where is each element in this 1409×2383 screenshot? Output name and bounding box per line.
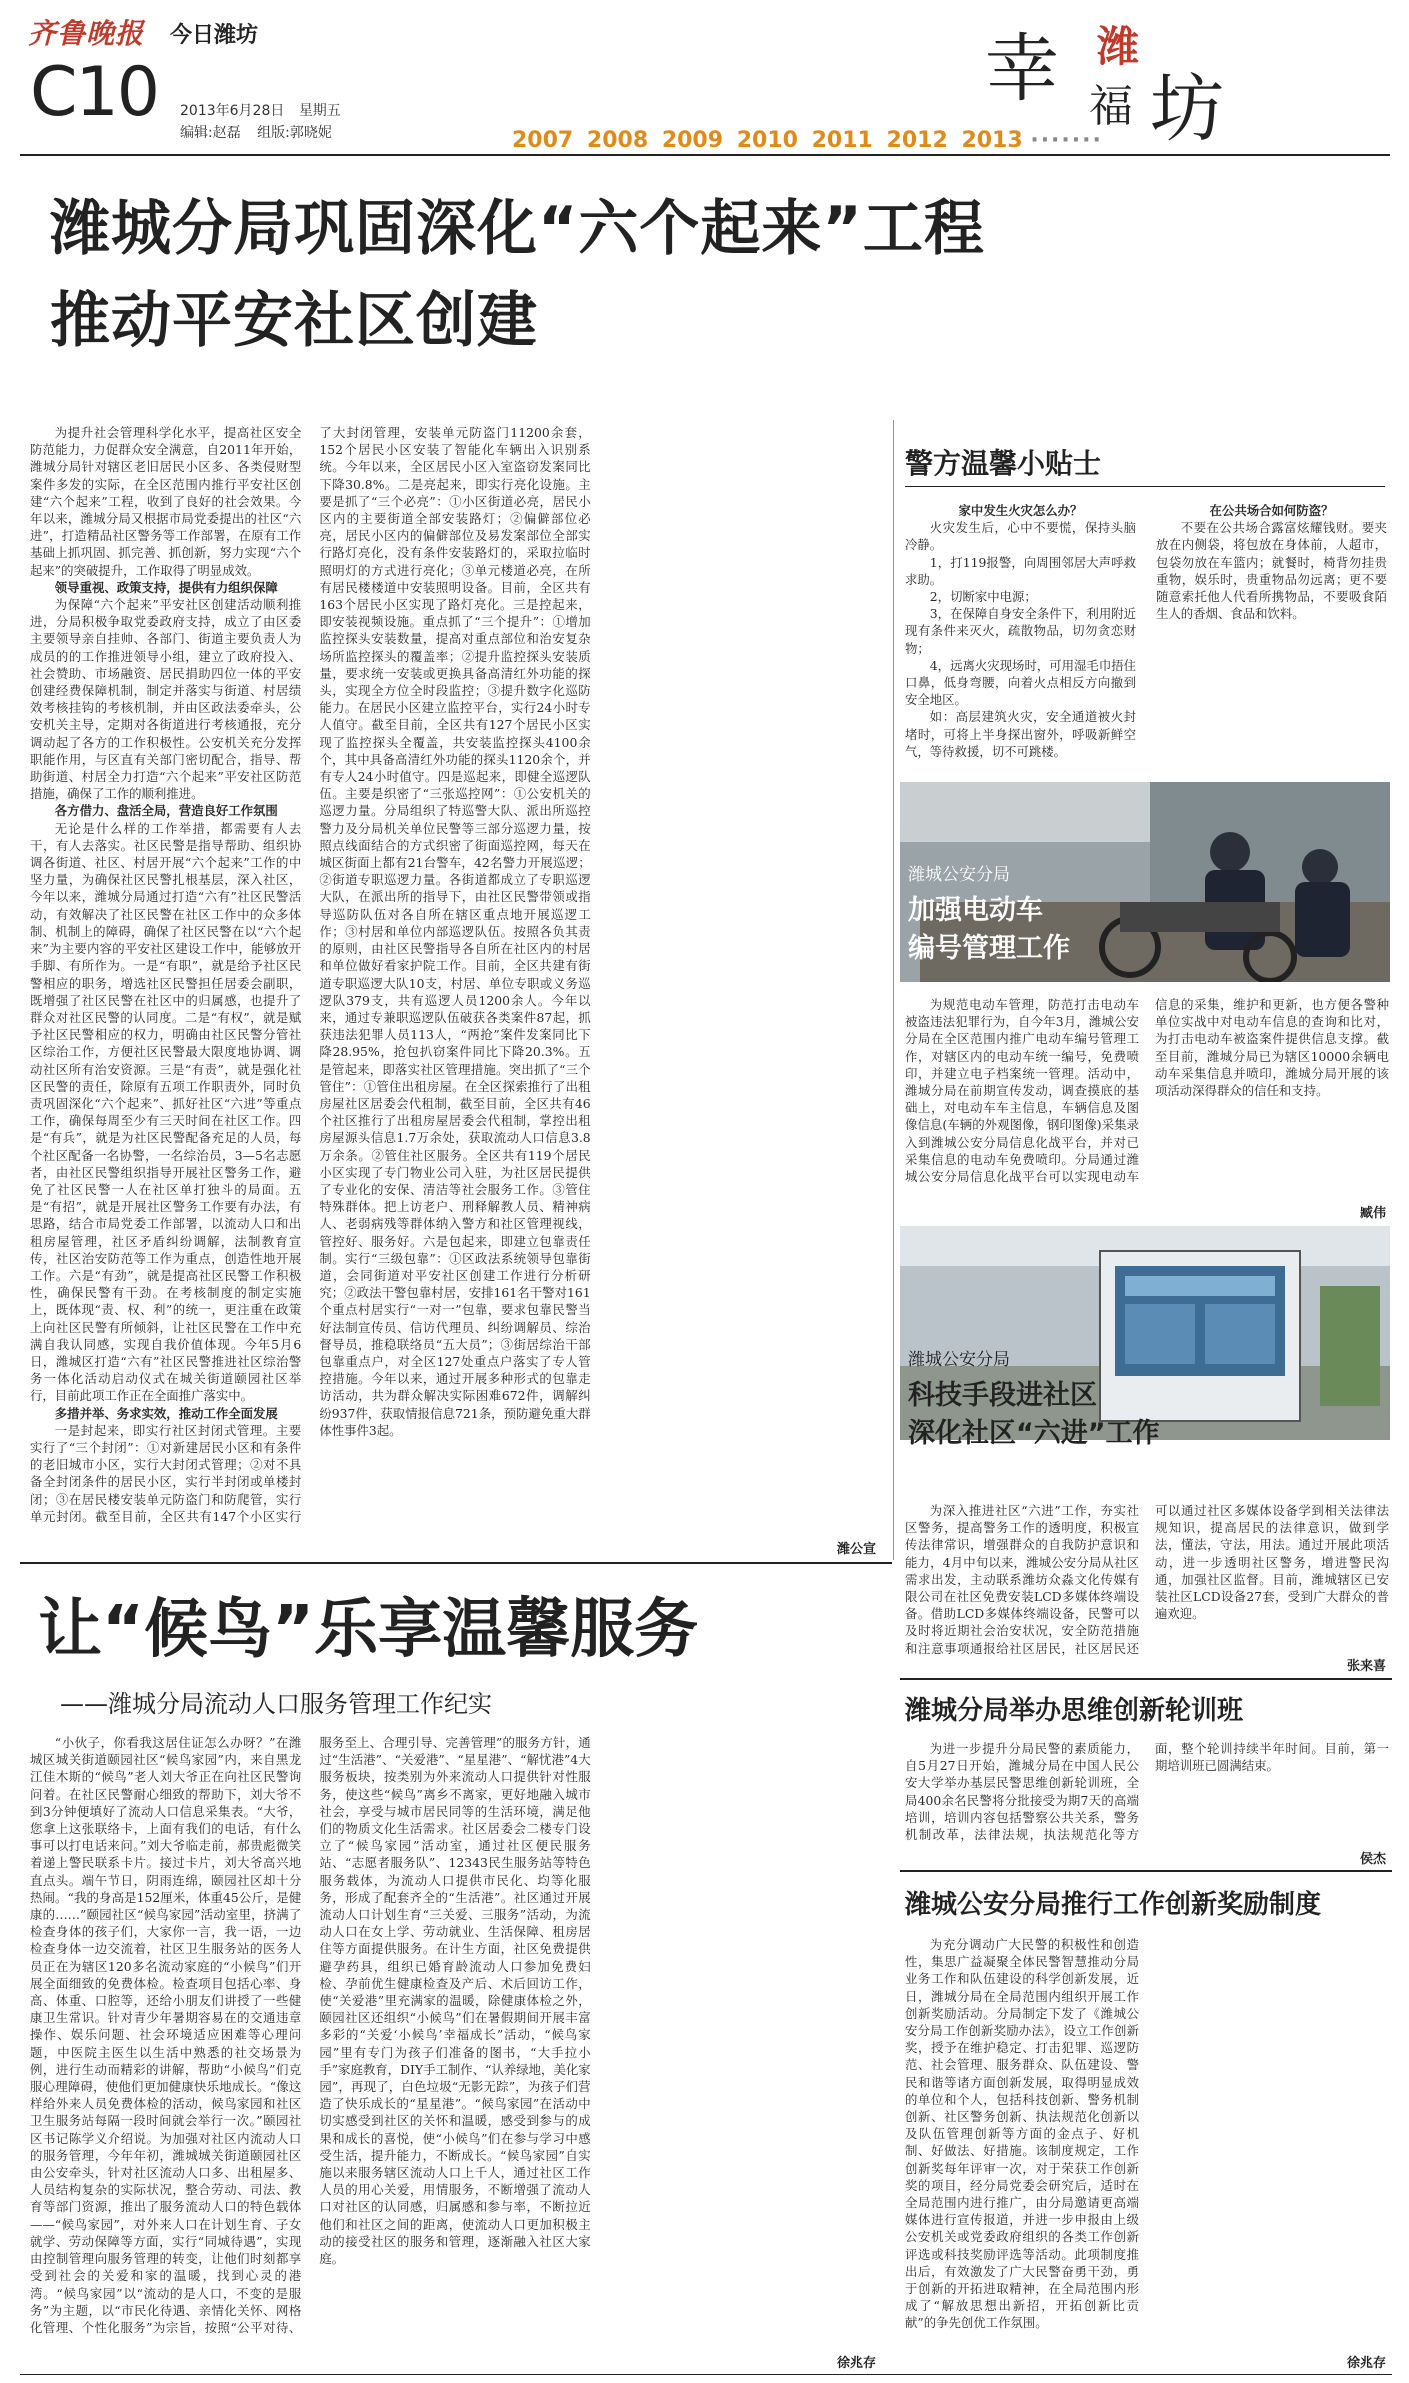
brand-char-city: 潍 <box>1097 22 1140 71</box>
tips-question-2: 在公共场合如何防盗？ <box>1209 503 1334 518</box>
masthead <box>0 0 1409 160</box>
ebike-body <box>905 996 1389 1200</box>
year-2011: 2011 <box>811 128 873 153</box>
article1-para-2: 为保障“六个起来”平安社区创建活动顺利推进，分局积极争取党委政府支持，成立了由区委主要领导亲自挂帅、各部门、街道主要负责人为成员的的工作推进领导小组，建立了政府投入、社会赞助、市场融资、居民捐助四位一体的平安创建经费保障机制，制定并落实与街道、村居绩效考核挂钩的考核机制，并由区政法委牵头，公安机关主导，定期对各街道进行考核通报，充分调动起了各方的工作积极性。公安机关充分发挥职能作用，与区直有关部门密切配合，指导、帮助街道、村居全力打造“六个起来”平安社区防范措施，确保了工作的顺利推进。 <box>30 597 302 802</box>
brand-block <box>985 10 1395 160</box>
masthead-rule <box>20 154 1390 156</box>
article1-para-4: 一是封起来，即实行社区封闭式管理。主要实行了“三个封闭”：①对新建居民小区和有条件的老旧城市小区，实行大封闭式管理；②对不具备全封闭条件的居民小区，实行半封闭或单楼封闭；③在居民楼安装单元防盗门和防爬管，实行单元封闭。截至目前，全区共有147个小区实行了大封闭管理，安装单元防盗门11200余套，152个居民小区安装了智能化车辆出入识别系统。今年以来，全区居民小区入室盗窃发案同比下降30.8%。二是亮起来，即实行亮化设施。主要是抓了“三个必亮”：①小区街道必亮，居民小区内的主要街道全部安装路灯；②偏僻部位必亮，居民小区内的偏僻部位及易发案部位全部实行路灯亮化，没有条件安装路灯的，采取拉临时照明灯的方式进行亮化；③单元楼道必亮，在所有居民楼楼道中安装照明设备。目前，全区共有163个居民小区实现了路灯亮化。三是控起来，即安装视频设施。重点抓了“三个提升”：①增加监控探头安装数量，提高对重点部位和治安复杂场所监控探头的覆盖率；②提升监控探头安装质量，要求统一安装或更换具备高清红外功能的探头，实现全方位全时段监控；③提升数字化巡防能力。在居民小区建立监控平台，实行24小时专人值守。截至目前，全区共有127个居民小区实现了监控探头全覆盖，共安装监控探头4100余个，其中具备高清红外功能的探头1120余个，并有专人24小时值守。四是巡起来，即健全巡逻队伍。主要是织密了“三张巡控网”：①公安机关的巡逻力量。分局组织了特巡警大队、派出所巡控警力及分局机关单位民警等三部分巡逻力量，按照点线面结合的方式织密了街面巡控网，每天在城区街面上都有21台警车，42名警力开展巡逻；②街道专职巡逻力量。各街道都成立了专职巡逻大队，在派出所的指导下，由社区民警带领或指导巡防队伍对各自所在辖区重点地开展巡逻工作；③村居和单位内部巡逻队伍。按照各负其责的原则，由社区民警指导各自所在社区内的村居和单位做好看家护院工作。目前，全区共建有街道专职巡逻大队10支，村居、单位专职或义务巡逻队379支，共有巡逻人员1200余人。今年以来，通过专兼职巡逻队伍破获各类案件87起，抓获违法犯罪人员113人，“两抢”案件发案同比下降28.95%，抢包扒窃案件同比下降20.3%。五是管起来，即落实社区管理措施。突出抓了“三个管住”：①管住出租房屋。在全区探索推行了出租房屋社区居委会代租制，截至目前，全区共有46个社区推行了出租房屋居委会代租制，掌控出租房屋源头信息1.7万余处，获取流动人口信息3.8万余条。②管住社区服务。全区共有119个居民小区实现了专门物业公司入驻，为社区居民提供了专业化的安保、清洁等社会服务工作。③管住特殊群体。把上访老户、刑释解教人员、精神病人、老弱病残等群体纳入警方和社区管理视线，管控好、服务好。六是包起来，即建立包靠责任制。实行“三级包靠”：①区政法系统领导包靠街道，会同街道对平安社区创建工作进行分析研究；②政法干警包靠村居，安排161名干警对161个重点村居实行“一对一”包靠，要求包靠民警当好法制宣传员、信访代理员、纠纷调解员、综治督导员，推稳联络员“五大员”；③街居综治干部包靠重点户，对全区127处重点户落实了专人管控措施。今年以来，通过开展多种形式的包靠走访活动，共为群众解决实际困难672件，调解纠纷937件，获取情报信息721条，预防避免重大群体性事件3起。 <box>30 425 591 1524</box>
lcd-title-block <box>908 1345 1208 1475</box>
article1-headline-2: 推动平安社区创建 <box>50 286 538 356</box>
lcd-body <box>905 1502 1389 1658</box>
brand-char-2: 福 <box>1089 81 1133 132</box>
article1-byline: 潍公宣 <box>836 1542 876 1557</box>
ebike-body-text: 为规范电动车管理，防范打击电动车被盗违法犯罪行为，自今年3月，潍城公安分局在全区范围内推广电动车编号管理工作，对辖区内的电动车统一编号，免费喷印，并建立电子档案统一管理。活动中，潍城分局在前期宣传发动，调查摸底的基础上，对电动车车主信息，车辆信息及图像信息(车辆的外观图像，钢印图像)采集录入到潍城公安分局信息化战平台，并对已采集信息的电动车免费喷印。分局通过潍城公安分局信息化战平台可以实现电动车信息的采集，维护和更新，也方便各警种单位实战中对电动车信息的查询和比对，为打击电动车被盗案件提供信息支撑。截至目前，潍城分局已为辖区10000余辆电动车采集信息并喷印，潍城分局开展的该项活动深得群众的信任和支持。 <box>905 997 1389 1185</box>
tips-line-6: 如：高层建筑火灾，安全通道被火封堵时，可将上半身探出窗外，呼吸新鲜空气，等待救援，切不可跳楼。 <box>905 709 1136 759</box>
page-number <box>30 53 159 132</box>
column-divider-main <box>893 420 894 1560</box>
year-2008: 2008 <box>586 128 649 153</box>
innovation-body <box>905 1936 1389 2348</box>
tips-question-1: 家中发生火灾怎么办？ <box>958 503 1083 518</box>
tips-body <box>905 502 1387 772</box>
ebike-headline-2: 编号管理工作 <box>908 933 1070 964</box>
ebike-kicker: 潍城公安分局 <box>908 865 1010 885</box>
issue-weekday: 星期五 <box>298 103 341 119</box>
tips-line-2: 1，打119报警，向周围邻居大声呼救求助。 <box>905 554 1136 587</box>
rule-under-lcd <box>900 1678 1392 1680</box>
section-name: 今日潍坊 <box>170 23 259 48</box>
lcd-byline: 张来喜 <box>1346 1659 1386 1674</box>
years-dots: ······· <box>1030 128 1103 153</box>
migrant-body <box>30 1734 880 2346</box>
ebike-byline: 臧伟 <box>1359 1206 1386 1221</box>
year-2012: 2012 <box>886 128 948 153</box>
tips-title-rule <box>905 486 1385 487</box>
tips-box <box>905 442 1395 772</box>
migrant-headline: 让“候鸟”乐享温馨服务 <box>38 1593 699 1667</box>
training-headline: 潍城分局举办思维创新轮训班 <box>905 1696 1244 1726</box>
migrant-byline: 徐兆存 <box>836 2356 876 2371</box>
brand-char-3: 坊 <box>1150 66 1224 152</box>
page-number-text: C10 <box>30 53 159 132</box>
editor-credit: 编辑:赵磊 <box>180 125 241 141</box>
year-2009: 2009 <box>661 128 724 153</box>
article1-sub-3: 多措并举、务求实效，推动工作全面发展 <box>54 1405 278 1421</box>
tips-line-1: 火灾发生后，心中不要慌，保持头脑冷静。 <box>905 520 1136 553</box>
article1-para-1: 为提升社会管理科学化水平，提高社区安全防范能力，力促群众安全满意，自2011年开始，潍城分局针对辖区老旧居民小区多、各类侵财型案件多发的实际，在全区范围内推行平安社区创建“六个起来”工程，收到了良好的社会效果。今年以来，潍城分局又根据市局党委提出的社区“六进”，打造精品社区警务等工作部署，在原有工作基础上抓巩固、抓完善、抓创新，努力实现“六个起来”的突破提升，工作取得了明显成效。 <box>30 425 302 578</box>
ebike-headline-1: 加强电动车 <box>908 895 1043 926</box>
page-bottom-rule <box>20 2374 1392 2375</box>
paper-name: 齐鲁晚报 <box>28 17 145 50</box>
article1-body <box>30 424 880 1534</box>
article1-sub-1: 领导重视、政策支持，提供有力组织保障 <box>54 579 278 595</box>
tips-title: 警方温馨小贴士 <box>905 447 1102 480</box>
brand-char-1: 幸 <box>985 26 1059 112</box>
lcd-headline-2: 深化社区“六进”工作 <box>908 1418 1160 1449</box>
innovation-body-text: 为充分调动广大民警的积极性和创造性，集思广益凝聚全体民警智慧推动分局业务工作和队伍建设的科学创新发展，近日，潍城分局在全局范围内组织开展工作创新奖励活动。分局制定下发了《潍城公安分局工作创新奖励办法》，设立工作创新奖，授予在维护稳定、打击犯罪、巡逻防范、社会管理、服务群众、队伍建设、警民和谐等诸方面创新发展，取得明显成效的单位和个人，包括科技创新、警务机制创新、社区警务创新、执法规范化创新以及队伍管理创新等方面的金点子、好机制、好做法、好措施。该制度规定，工作创新奖每年评审一次，对于荣获工作创新奖的项目，经分局党委会研究后，适时在全局范围内进行推广，由分局邀请更高端媒体进行宣传报道，并进一步申报由上级公安机关或党委政府组织的各类工作创新评选或科技奖励评选等活动。此项制度推出后，有效激发了广大民警奋勇干劲，勇于创新的开拓进取精神，在全局范围内形成了“解放思想出新招，开拓创新比贡献”的争先创优工作氛围。 <box>905 1937 1139 2331</box>
year-2010: 2010 <box>736 128 798 153</box>
issue-date-line <box>180 100 341 120</box>
migrant-subheadline: ——潍城分局流动人口服务管理工作纪实 <box>60 1690 492 1718</box>
tips-line-4: 3，在保障自身安全条件下，利用附近现有条件来灭火，疏散物品，切勿贪恋财物； <box>905 606 1136 656</box>
tips-line-7: 不要在公共场合露富炫耀钱财。要夹放在内侧袋，将包放在身体前，人超市，包袋勿放在车篮内；就餐时，椅背勿挂贵重物，娱乐时，贵重物品勿远离；更不要随意索托他人代看所携物品，不要吸食陌生人的香烟、食品和饮料。 <box>1156 520 1387 622</box>
lcd-kicker: 潍城公安分局 <box>908 1350 1010 1370</box>
migrant-body-text: “小伙子，你看我这居住证怎么办呀？”在潍城区城关街道颐园社区“候鸟家园”内，来自黑龙江佳木斯的“候鸟”老人刘大爷正在向社区民警询问着。在社区民警耐心细致的帮助下，刘大爷不到3分钟便填好了流动人口信息采集表。“大爷，您拿上这张联络卡，上面有我们的电话，有什么事可以打电话来问。”刘大爷临走前，郝贵彪微笑着递上警民联系卡片。接过卡片，刘大爷高兴地直点头。端午节日，阴雨连绵，颐园社区却十分热闹。“我的身高是152厘米，体重45公斤，是健康的……”颐园社区“候鸟家园”活动室里，挤满了检查身体的孩子们，大家你一言，我一语，一边检查身体一边交流着，社区卫生服务站的医务人员正在为辖区120多名流动家庭的“小候鸟”们开展全面细致的免费体检。检查项目包括心率、身高、体重、口腔等，还给小朋友们讲授了一些健康卫生常识。针对青少年暑期容易在的交通违章操作、娱乐问题、社会环境适应困难等心理问题，中医院主医生以生活中熟悉的社交场景为例，进行生动而精彩的讲解，帮助“小候鸟”们克服心理障碍，使他们更加健康快乐地成长。“像这样给外来人员免费体检的活动，候鸟家园和社区卫生服务站每隔一段时间就会举行一次。”颐园社区书记陈学义介绍说。为加强对社区内流动人口的服务管理，今年年初，潍城城关街道颐园社区由公安牵头，针对社区流动人口多、出租屋多、人员结构复杂的实际状况，整合劳动、司法、教育等部门资源，推出了服务流动人口的特色载体——“候鸟家园”，对外来人口在计划生育、子女就学、劳动保障等方面，实行“同城待遇”，实现由控制管理向服务管理的转变，让他们时刻都享受到社会的关爱和家的温暖，找到心灵的港湾。“候鸟家园”以“流动的是人口，不变的是服务”为主题，以“市民化待遇、亲情化关怀、网格化管理、个性化服务”为宗旨，按照“公平对待、服务至上、合理引导、完善管理”的服务方针，通过“生活港”、“关爱港”、“星星港”、“解忧港”4大服务板块，按类别为外来流动人口提供针对性服务，使这些“候鸟”离乡不离家，更好地融入城市社会，享受与城市居民同等的生活环境，满足他们的物质文化生活需求。社区居委会二楼专门设立了“候鸟家园”活动室，通过社区便民服务站、“志愿者服务队”、12343民生服务站等特色服务载体，为流动人口提供市民化、均等化服务，形成了配套齐全的“生活港”。社区通过开展流动人口计划生育“三关爱、三服务”活动，为流动人口在女上学、劳动就业、生活保障、租房居住等方面提供服务。在计生方面，社区免费提供避孕药具，组织已婚育龄流动人口参加免费妇检、孕前优生健康检查及产后、术后回访工作，使“关爱港”里充满家的温暖，除健康体检之外，颐园社区还组织“小候鸟”们在暑假期间开展丰富多彩的“关爱‘小候鸟’幸福成长”活动，“候鸟家园”里有专门为孩子们准备的图书，“大手拉小手”家庭教育，DIY手工制作、“认养绿地，美化家园”，再现了，白色垃圾“无影无踪”，为孩子们营造了快乐成长的“星星港”。“候鸟家园”在活动中切实感受到社区的关怀和温暖，感受到参与的成果和成长的喜悦，使“小候鸟”们在参与学习中感受生活，提升能力，不断成长。“候鸟家园”自实施以来服务辖区流动人口上千人，通过社区工作人员的用心关爱，用情服务，不断增强了流动人口对社区的认同感，归属感和参与率，不断拉近他们和社区之间的距离，使流动人口更加积极主动的接受社区的服务和管理，逐渐融入社区大家庭。 <box>30 1735 591 2335</box>
tips-line-3: 2，切断家中电源； <box>929 589 1037 605</box>
lcd-body-text: 为深入推进社区“六进”工作，夯实社区警务，提高警务工作的透明度，积极宣传法律常识，增强群众的自我防护意识和能力，4月中旬以来，潍城公安分局从社区需求出发，主动联系潍坊众淼文化传媒有限公司在社区免费安装LCD多媒体终端设备。借助LCD多媒体终端设备，民警可以及时将近期社会治安状况，安全防范措施和注意事项通报给社区居民，社区居民还可以通过社区多媒体设备学到相关法律法规知识，提高居民的法律意识，做到学法，懂法，守法，用法。通过开展此项活动，进一步透明社区警务，增进警民沟通，加强社区监督。目前，潍城辖区已安装社区LCD设备27套，受到广大群众的普遍欢迎。 <box>905 1503 1389 1656</box>
lcd-headline-1: 科技手段进社区 <box>908 1380 1097 1411</box>
rule-under-article1 <box>20 1562 892 1564</box>
innovation-headline: 潍城公安分局推行工作创新奖励制度 <box>905 1890 1322 1920</box>
innovation-byline: 徐兆存 <box>1346 2356 1386 2371</box>
year-2013: 2013 <box>961 128 1023 153</box>
article1-sub-2: 各方借力、盘活全局，营造良好工作氛围 <box>54 803 278 819</box>
ebike-title-block <box>908 860 1148 980</box>
issue-date: 2013年6月28日 <box>180 103 285 119</box>
training-body <box>905 1740 1389 1844</box>
tips-line-5: 4，远离火灾现场时，可用湿毛巾捂住口鼻，低身弯腰，向着火点相反方向撤到安全地区。 <box>905 657 1136 708</box>
training-byline: 侯杰 <box>1359 1852 1386 1867</box>
credits-line <box>180 122 332 142</box>
training-body-text: 为进一步提升分局民警的素质能力，自5月27日开始，潍城分局在中国人民公安大学举办基层民警思维创新轮训班，全局400余名民警将分批接受为期7天的高端培训，培训内容包括警察公共关系，警务机制改革，法律法规，执法规范化等方面，整个轮训持续半年时间。目前，第一期培训班已圆满结束。 <box>905 1741 1389 1843</box>
year-2007: 2007 <box>512 128 574 153</box>
layout-credit: 组版:郭晓妮 <box>257 125 332 141</box>
rule-under-training <box>900 1870 1392 1872</box>
article1-headline-1: 潍城分局巩固深化“六个起来”工程 <box>50 194 985 264</box>
article1-para-3: 无论是什么样的工作举措，都需要有人去干，有人去落实。社区民警是指导帮助、组织协调各街道、社区、村居开展“六个起来”工作的中坚力量，为确保社区民警扎根基层，深入社区，今年以来，潍城分局通过打造“六有”社区民警活动，有效解决了社区民警在社区工作中的众多体制、机制上的障碍，确保了社区民警在以“六个起来”为主要内容的平安社区建设工作中，能够放开手脚、有所作为。一是“有职”，就是给予社区民警相应的职务，增选社区民警担任居委会副职，既增强了社区民警在社区中的归属感，也提升了群众对社区民警的认同度。二是“有权”，就是赋予社区民警相应的权力，明确由社区民警分管社区综治工作，方便社区民警最大限度地协调、调动社区所有治安资源。三是“有责”，就是强化社区民警的责任，除原有五项工作职责外，同时负责巩固深化“六个起来”、抓好社区“六进”等重点工作，确保每周至少有三天时间在社区工作。四是“有兵”，就是为社区民警配备充足的人员，每个社区配备一名协警，一名综治员，3—5名志愿者，由社区民警组织指导开展社区警务工作，避免了社区民警一人在社区单打独斗的局面。五是“有招”，就是开展社区警务工作要有办法，有思路，结合市局党委工作部署，以流动人口和出租房屋管理，社区矛盾纠纷调解，法制教育宣传，社区治安防范等工作为重点，创造性地开展工作。六是“有劲”，就是提高社区民警工作积极性，确保民警有干劲。在考核制度的制定实施上，既体现“责、权、利”的统一，更注重在政策上向社区民警有所倾斜，让社区民警在工作中充满自我认同感，实现自我价值体现。今年5月6日，潍城区打造“六有”社区民警推进社区综治警务一体化活动启动仪式在城关街道颐园社区举行，目前此项工作正在全面推广落实中。 <box>30 820 302 1404</box>
